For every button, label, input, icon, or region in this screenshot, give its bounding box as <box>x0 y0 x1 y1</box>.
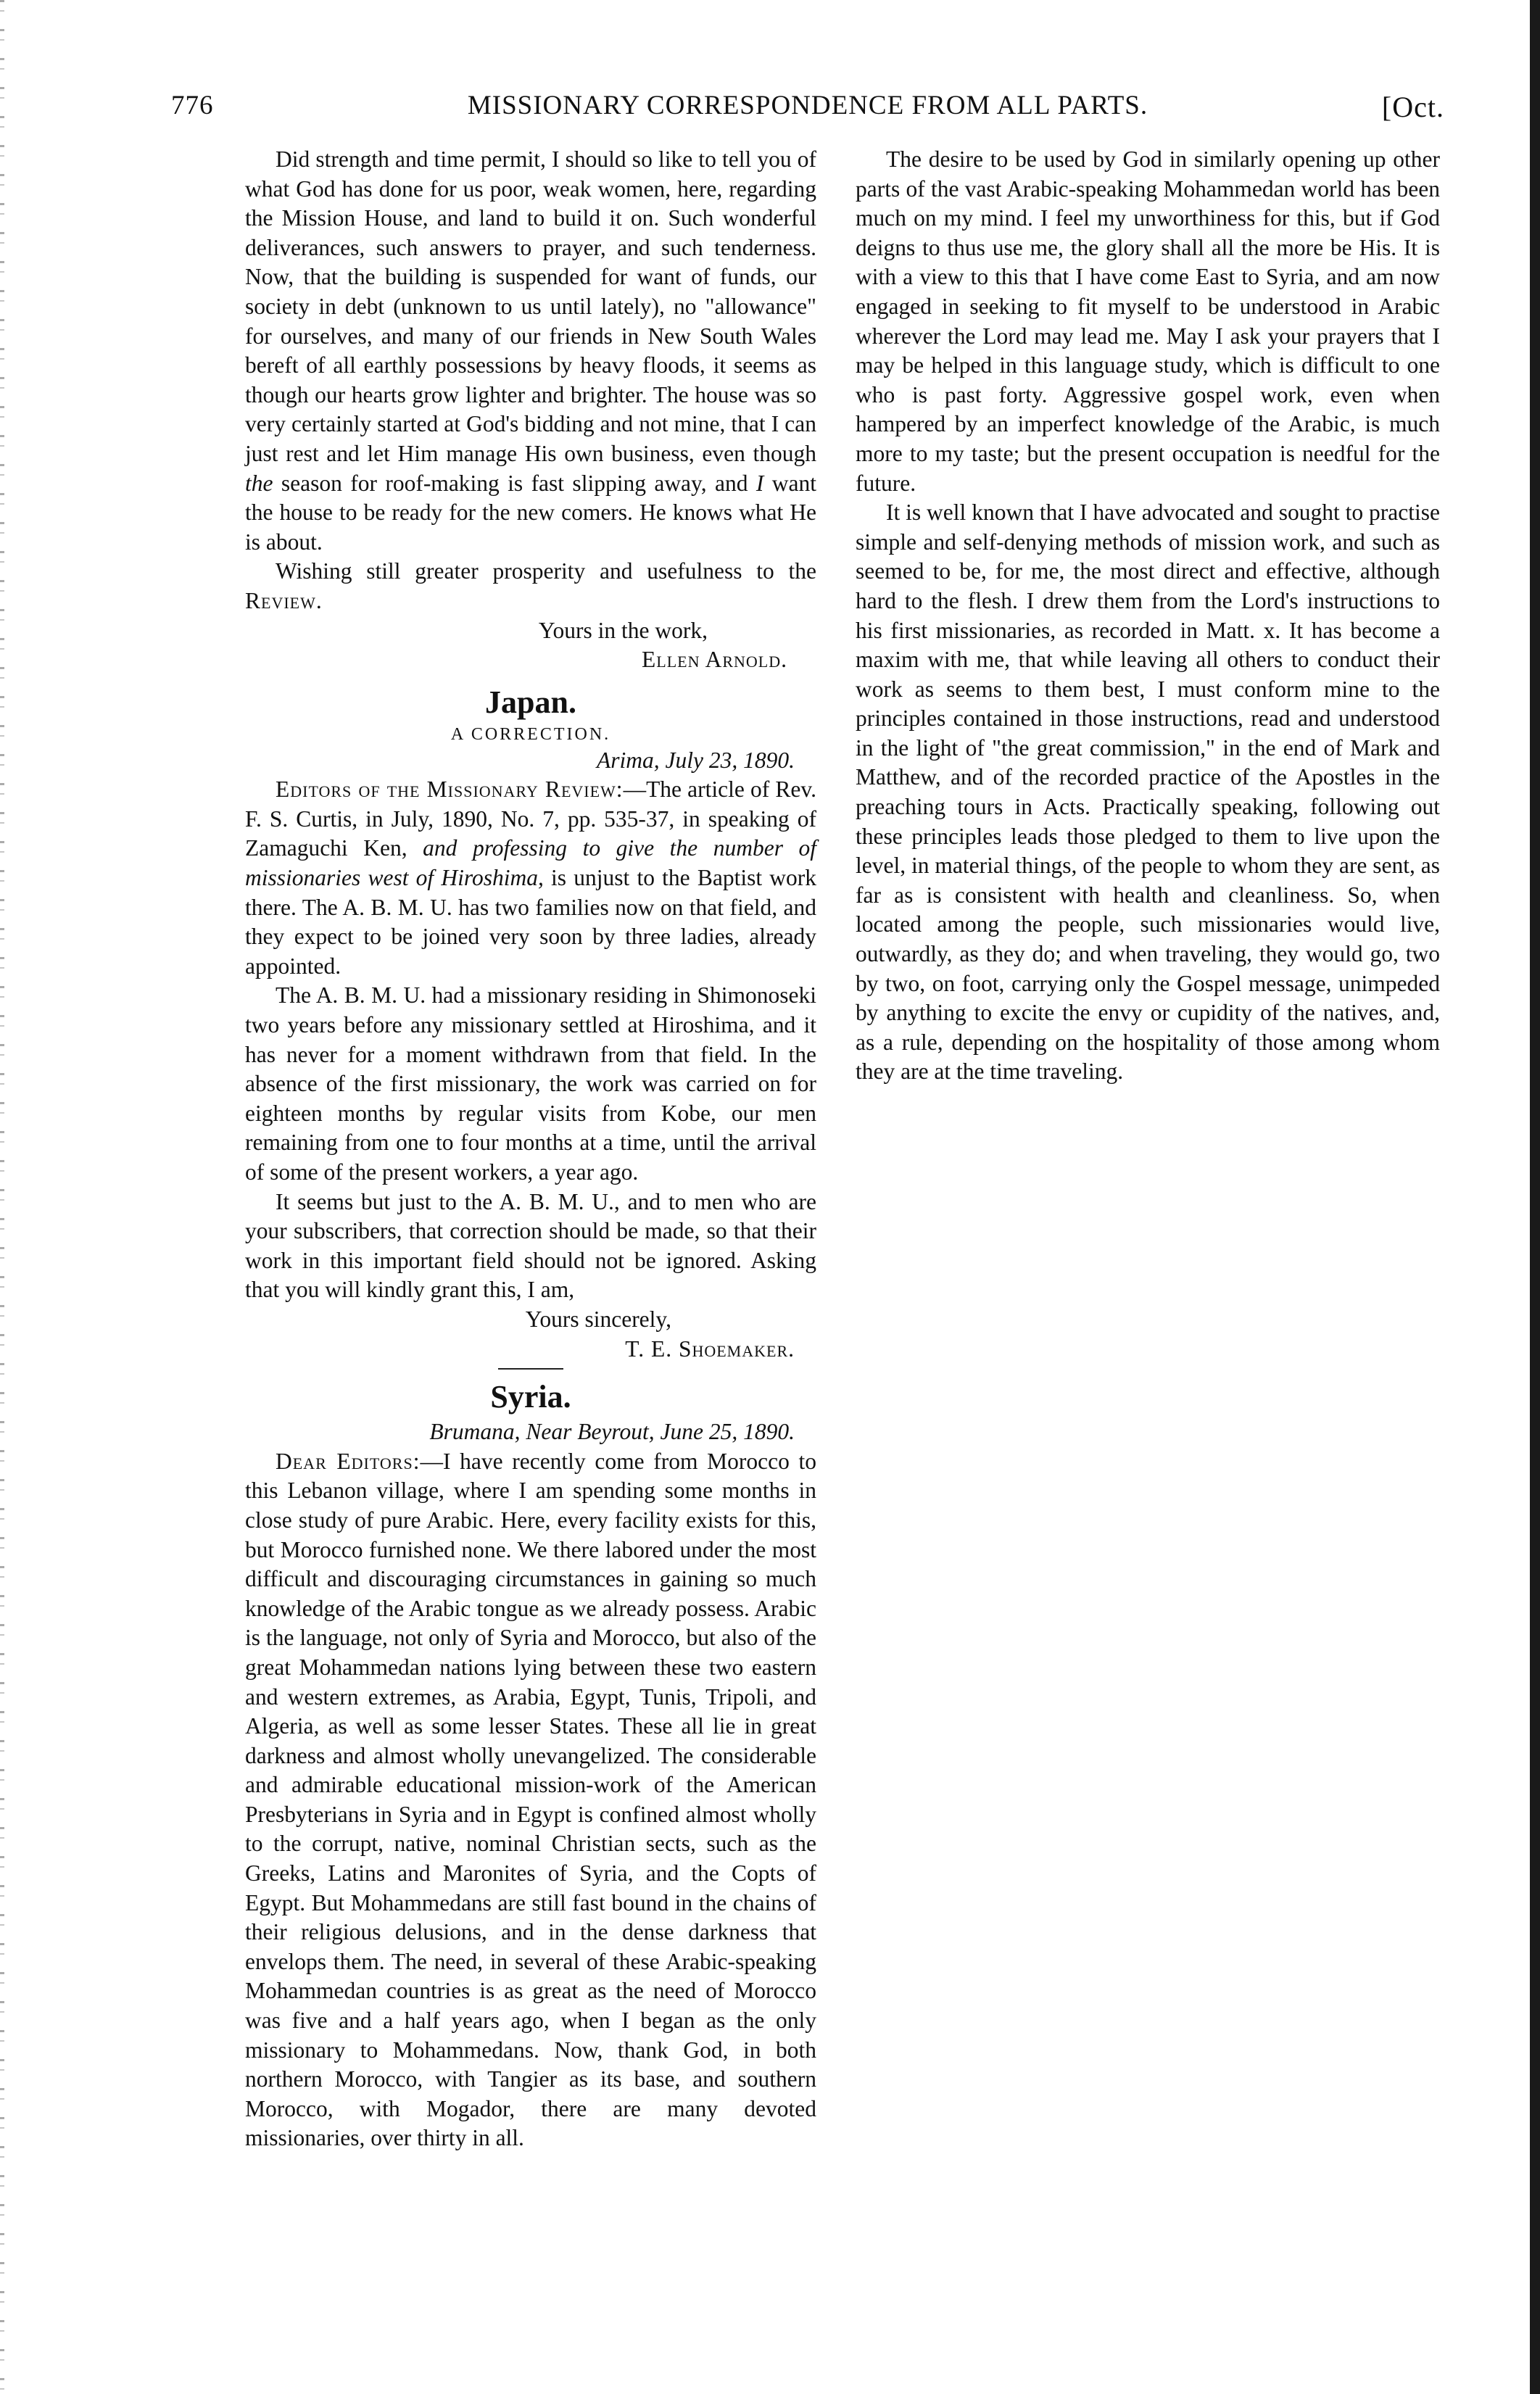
syria-dateline: Brumana, Near Beyrout, June 25, 1890. <box>429 1419 795 1445</box>
scan-edge-left <box>0 0 4 2394</box>
japan-subheading: A CORRECTION. <box>450 724 611 744</box>
running-title: MISSIONARY CORRESPONDENCE FROM ALL PARTS. <box>467 91 1148 120</box>
letter1-signature: Ellen Arnold. <box>642 647 787 673</box>
letter1-paragraph-2: Wishing still greater prosperity and usefulness to the Review. <box>245 558 816 613</box>
right-column <box>856 145 1440 1087</box>
japan-signature: T. E. Shoemaker. <box>625 1335 795 1362</box>
syria-heading: Syria. <box>490 1379 571 1415</box>
japan-paragraph-2: The A. B. M. U. had a missionary residing in Shimonoseki two years before any missionary settled at Hiroshima, and it has never for a moment withdrawn from that field. In the absence of the first missionary, the work was carried on for eighteen months by regular visits from Kobe, our men remaining from one to four months at a time, until the arrival of some of the present workers, a year ago. <box>245 982 816 1185</box>
section-divider <box>498 1368 563 1370</box>
letter1-paragraph-1: Did strength and time permit, I should so like to tell you of what God has done for us poor, weak women, here, regarding the Mission House, and land to build it on. Such wonderful deliverances, such answers to prayer, and such tenderness. Now, that the building is suspended for want of funds, our society in debt (unknown to us until lately), no "allowance" for ourselves, and many of our friends in New South Wales bereft of all earthly possessions by heavy floods, it seems as though our hearts grow lighter and brighter. The house was so very certainly started at God's bidding and not mine, that I can just rest and let Him manage His own business, even though the season for roof-making is fast slipping away, and I want the house to be ready for the new comers. He knows what He is about. <box>245 146 816 555</box>
page-number: 776 <box>171 91 214 120</box>
japan-heading: Japan. <box>485 684 576 720</box>
syria-paragraph-1-start: Dear Editors:—I have recently come from Morocco to this Lebanon village, where I am spending some months in close study of pure Arabic. Here, every facility exists for this, but Morocco furnished none. We there labored under the most difficult and discouraging circumstances in gaining so much knowledge of the Arabic tongue as we already possess. Arabic is the language, not only of Syria and Morocco, but also of the great Mohammedan nations lying between these two eastern and western extremes, as Arabia, Egypt, Tunis, Tripoli, and Algeria, as well as some lesser States. These all lie in great darkness and almost wholly unevangelized. The considerable and admirable educational mission-work of the American Presbyterians in Syria and in Egypt is confined almost wholly to the corrupt, native, nominal Christian sects, such as the Greeks, Latins and Maronites of Syria, and the Copts of Egypt. But Mohammedans are still fast bound in the chains of their religious delusions, and in the dense darkness that envelops them. The need, in several of these Arabic-speaking Mohammedan countries is as great as the need of Morocco was five and a half years ago, when I began as the only missionary to Mohammedans. Now, thank God, in both northern Morocco, with Tangier as its base, and southern Morocco, with Mogador, there are many devoted missionaries, over thirty in all. <box>245 1448 817 2151</box>
syria-paragraph-3: It is well known that I have advocated and sought to practise simple and self-denying methods of mission work, and such as seemed to be, for me, the most direct and effective, although hard to the flesh. I drew them from the Lord's instructions to his first missionaries, as recorded in Matt. x. It has become a maxim with me, that while leaving all others to conduct their work as seems to them best, I must conform mine to the principles contained in those instructions, read and understood in the light of "the great commission," in the end of Mark and Matthew, and of the recorded practice of the Apostles in the preaching tours in Acts. Practically speaking, following out these principles leads those pledged to them to live upon the level, in material things, of the people to whom they are sent, as far as is consistent with health and cleanliness. So, when located among the people, such missionaries would live, outwardly, as they do; and when traveling, they would go, two by two, on foot, carrying only the Gospel message, unimpeded by anything to excite the envy or cupidity of the natives, and, as a rule, depending on the hospitality of those among whom they are at the time traveling. <box>856 500 1440 1085</box>
japan-dateline: Arima, July 23, 1890. <box>597 747 795 773</box>
left-column <box>245 145 816 2153</box>
page-header <box>171 90 1444 133</box>
japan-paragraph-1: Editors of the Missionary Review:—The article of Rev. F. S. Curtis, in July, 1890, No. 7, pp. 535-37, in speaking of Zamaguchi Ken, and professing to give the number of missionaries west of Hiroshima, is unjust to the Baptist work there. The A. B. M. U. has two families now on that field, and they expect to be joined very soon by three ladies, already appointed. <box>245 776 817 979</box>
japan-closing: Yours sincerely, <box>525 1306 671 1332</box>
scan-edge-right <box>1530 0 1540 2394</box>
japan-paragraph-3: It seems but just to the A. B. M. U., and to men who are your subscribers, that correction should be made, so that their work in this important field should not be ignored. Asking that you will kindly grant this, I am, <box>245 1188 816 1303</box>
letter1-closing: Yours in the work, <box>538 617 708 643</box>
header-month: [Oct. <box>1381 91 1444 123</box>
syria-paragraph-2: The desire to be used by God in similarly opening up other parts of the vast Arabic-speaking Mohammedan world has been much on my mind. I feel my unworthiness for this, but if God deigns to thus use me, the glory shall all the more be His. It is with a view to this that I have come East to Syria, and am now engaged in seeking to fit myself to be understood in Arabic wherever the Lord may lead me. May I ask your prayers that I may be helped in this language study, which is difficult to one who is past forty. Aggressive gospel work, even when hampered by an imperfect knowledge of the Arabic, is much more to my taste; but the present occupation is needful for the future. <box>856 146 1440 496</box>
